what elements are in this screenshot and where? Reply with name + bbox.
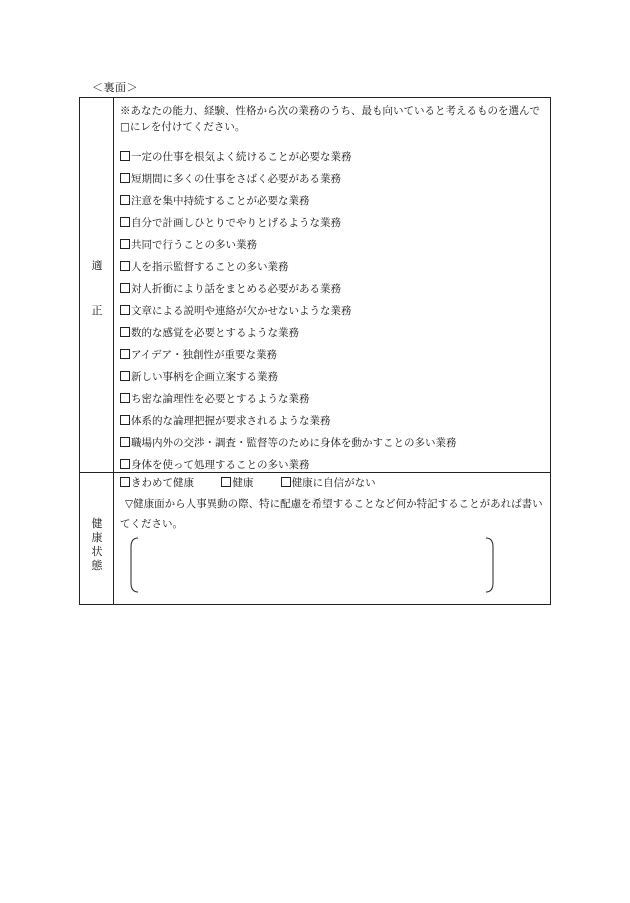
checkbox[interactable]: [281, 477, 291, 487]
page-heading: ＜裏面＞: [92, 81, 138, 94]
aptitude-item-label: 短期間に多くの仕事をさばく必要がある業務: [131, 173, 341, 185]
aptitude-item-label: 新しい事柄を企画立案する業務: [131, 371, 278, 383]
bracket-frame: [130, 537, 494, 593]
remark-box[interactable]: [130, 537, 494, 593]
aptitude-item-label: 一定の仕事を根気よく続けることが必要な業務: [131, 151, 352, 163]
health-label-char: 状: [91, 545, 103, 558]
aptitude-label-char: 正: [91, 304, 103, 317]
form-table: [79, 97, 551, 605]
aptitude-item-label: 身体を使って処理することの多い業務: [131, 459, 310, 471]
aptitude-item-label: アイデア・独創性が重要な業務: [131, 349, 278, 361]
aptitude-item: [120, 256, 457, 278]
health-option-label: 健康に自信がない: [291, 477, 376, 489]
aptitude-item: [120, 146, 457, 168]
checkbox[interactable]: [120, 437, 130, 447]
health-section: [80, 473, 550, 604]
aptitude-item-label: 対人折衝により話をまとめる必要がある業務: [131, 283, 341, 295]
checkbox[interactable]: [120, 477, 130, 487]
health-option: [221, 475, 253, 491]
checkbox[interactable]: [120, 305, 130, 315]
checkbox[interactable]: [120, 195, 130, 205]
aptitude-section: [80, 98, 550, 473]
aptitude-item-label: 職場内外の交渉・調査・監督等のために身体を動かすことの多い業務: [131, 437, 457, 449]
checkbox[interactable]: [120, 327, 130, 337]
health-options: [120, 475, 400, 491]
aptitude-item: [120, 278, 457, 300]
aptitude-item: [120, 300, 457, 322]
checkbox[interactable]: [120, 283, 130, 293]
aptitude-item: [120, 168, 457, 190]
aptitude-item-label: 共同で行うことの多い業務: [131, 239, 257, 251]
aptitude-item-label: 文章による説明や連絡が欠かせないような業務: [131, 305, 352, 317]
aptitude-item: [120, 410, 457, 432]
aptitude-item: [120, 344, 457, 366]
checkbox[interactable]: [221, 477, 231, 487]
aptitude-item: [120, 212, 457, 234]
aptitude-label-char: 適: [91, 259, 103, 272]
health-option: [281, 475, 376, 491]
checkbox[interactable]: [120, 151, 130, 161]
checkbox[interactable]: [120, 371, 130, 381]
aptitude-item-label: 注意を集中持続することが必要な業務: [131, 195, 310, 207]
health-content: [114, 473, 550, 604]
checkbox[interactable]: [120, 239, 130, 249]
checkbox[interactable]: [120, 217, 130, 227]
checkbox[interactable]: [120, 459, 130, 469]
health-label-column: [80, 473, 114, 604]
checkbox[interactable]: [120, 393, 130, 403]
health-label-char: 健: [91, 517, 103, 530]
aptitude-label-column: [80, 98, 114, 472]
health-label-char: 康: [91, 531, 103, 544]
aptitude-item: [120, 322, 457, 344]
health-option-label: 健康: [232, 477, 254, 489]
aptitude-content: [114, 98, 550, 472]
checkbox[interactable]: [120, 349, 130, 359]
aptitude-item: [120, 388, 457, 410]
checkbox[interactable]: [120, 415, 130, 425]
health-note: ▽健康面から人事異動の際、特に配慮を希望することなど何か特記することがあれば書いてください。: [120, 498, 543, 530]
health-label-char: 態: [91, 559, 103, 572]
aptitude-item-label: ち密な論理性を必要とするような業務: [131, 393, 310, 405]
aptitude-item: [120, 234, 457, 256]
health-option-label: きわめて健康: [131, 477, 194, 489]
checkbox[interactable]: [120, 173, 130, 183]
aptitude-item: [120, 366, 457, 388]
aptitude-item-label: 人を指示監督することの多い業務: [131, 261, 289, 273]
health-option: [120, 475, 194, 491]
aptitude-item-label: 数的な感覚を必要とするような業務: [131, 327, 299, 339]
aptitude-item-label: 自分で計画しひとりでやりとげるような業務: [131, 217, 341, 229]
aptitude-instruction: ※あなたの能力、経験、性格から次の業務のうち、最も向いていると考えるものを選んで□にレを付けてください。: [120, 105, 540, 133]
aptitude-item: [120, 432, 457, 454]
checkbox[interactable]: [120, 261, 130, 271]
aptitude-checklist: [120, 146, 457, 476]
aptitude-item-label: 体系的な論理把握が要求されるような業務: [131, 415, 331, 427]
aptitude-item: [120, 190, 457, 212]
